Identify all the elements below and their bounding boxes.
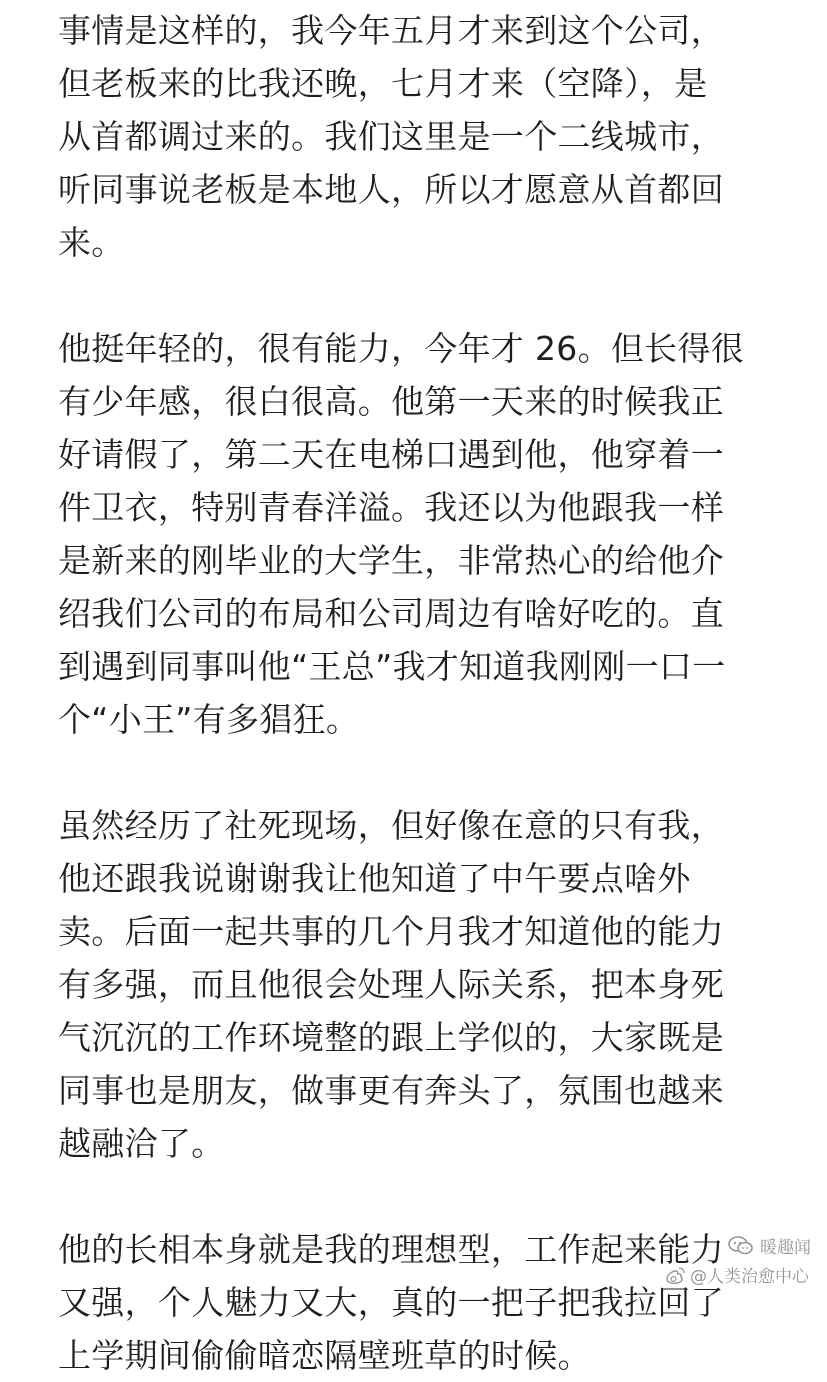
watermark-top-label: 暖趣闻 [760,1238,811,1258]
watermark-top [728,1233,811,1258]
text-line: 卖。后面一起共事的几个月我才知道他的能力 [58,912,724,951]
text-line: 有多强，而且他很会处理人际关系，把本身死 [58,965,724,1004]
text-line: 来。 [58,223,125,262]
watermark [577,1229,817,1291]
watermark-bottom-label: @人类治愈中心 [690,1267,809,1287]
weibo-icon [662,1265,686,1285]
text-line: 到遇到同事叫他“王总”我才知道我刚刚一口一 [58,647,726,686]
text-line: 气沉沉的工作环境整的跟上学似的，大家既是 [58,1018,724,1057]
text-line: 但老板来的比我还晚，七月才来（空降），是 [58,64,708,103]
text-line: 他的长相本身就是我的理想型，工作起来能力 [58,1230,724,1269]
text-line: 是新来的刚毕业的大学生，非常热心的给他介 [58,541,724,580]
text-line: 同事也是朋友，做事更有奔头了，氛围也越来 [58,1071,724,1110]
wechat-icon [728,1235,754,1257]
text-line: 件卫衣，特别青春洋溢。我还以为他跟我一样 [58,488,724,527]
text-line: 他还跟我说谢谢我让他知道了中午要点啥外 [58,859,691,898]
text-line: 事情是这样的，我今年五月才来到这个公司， [58,11,724,50]
watermark-bottom [662,1262,809,1287]
text-line: 好请假了，第二天在电梯口遇到他，他穿着一 [58,435,724,474]
text-line: 他挺年轻的，很有能力，今年才 26。但长得很 [58,329,745,368]
paragraph-1 [58,0,787,269]
text-line: 越融洽了。 [58,1124,225,1163]
text-line: 听同事说老板是本地人，所以才愿意从首都回 [58,170,724,209]
text-line: 绍我们公司的布局和公司周边有啥好吃的。直 [58,594,724,633]
paragraph-2 [58,322,787,746]
text-line: 又强，个人魅力又大，真的一把子把我拉回了 [58,1283,724,1322]
text-line: 从首都调过来的。我们这里是一个二线城市， [58,117,724,156]
paragraph-3 [58,799,787,1170]
text-line: 虽然经历了社死现场，但好像在意的只有我， [58,806,724,845]
text-line: 个“小王”有多猖狂。 [58,700,360,739]
text-line: 上学期间偷偷暗恋隔壁班草的时候。 [58,1336,591,1375]
text-line: 有少年感，很白很高。他第一天来的时候我正 [58,382,724,421]
